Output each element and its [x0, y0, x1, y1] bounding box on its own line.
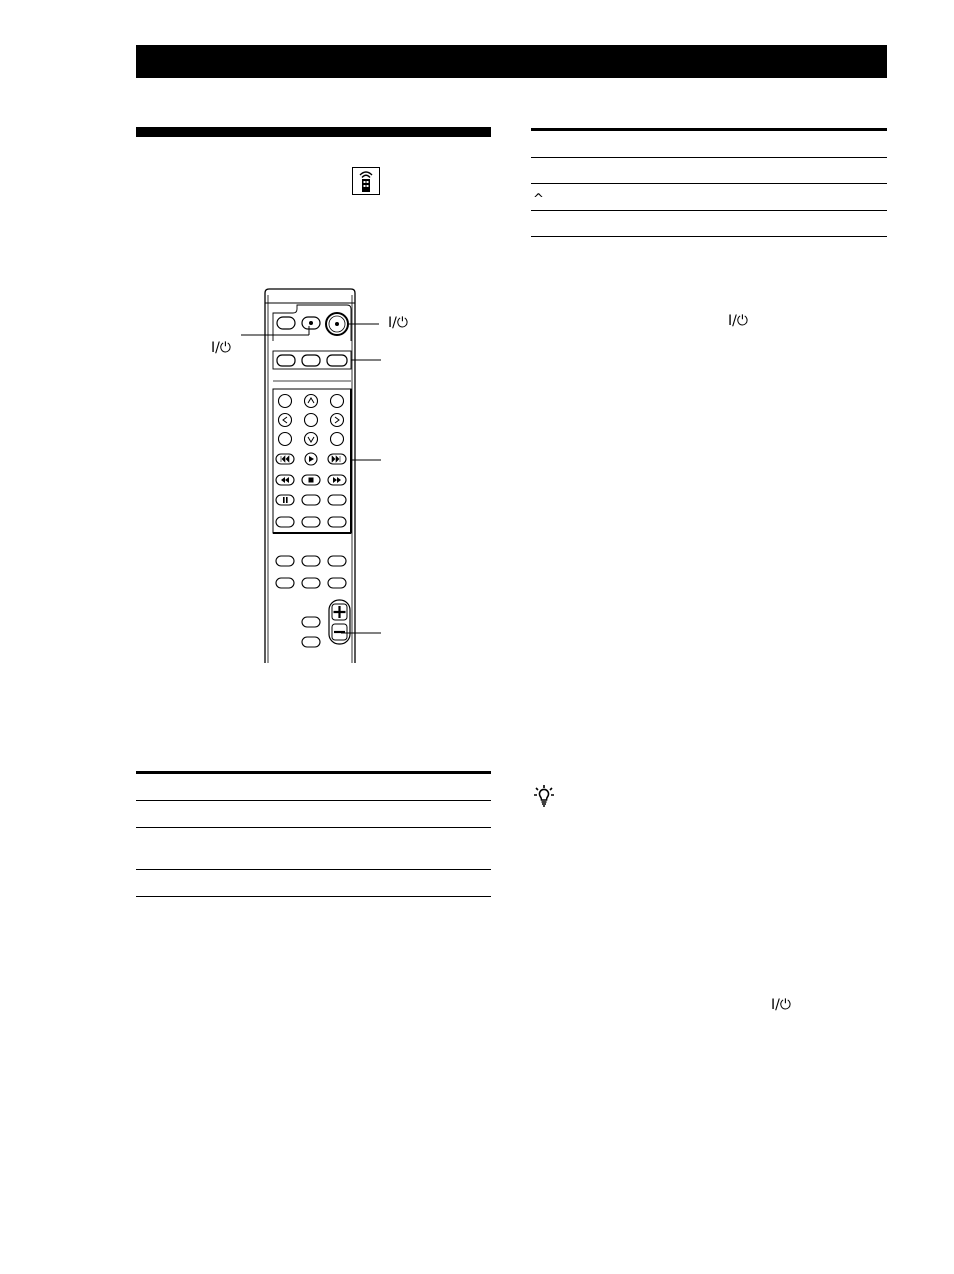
- power-symbol-bottom: I/⏻: [771, 997, 791, 1013]
- left-table-row-rule-1: [136, 800, 491, 801]
- left-table-bottom-rule: [136, 896, 491, 897]
- right-table-bottom-rule: [531, 236, 887, 237]
- right-table-row-rule-3: [531, 210, 887, 211]
- right-table-row-rule-2: [531, 183, 887, 184]
- right-table-top-rule: [531, 128, 887, 131]
- left-section-rule: [136, 127, 491, 137]
- left-table-row-rule-3: [136, 869, 491, 870]
- power-symbol-step: I/⏻: [728, 313, 748, 329]
- power-symbol-right: I/⏻: [388, 315, 408, 331]
- left-table-row-rule-2: [136, 827, 491, 828]
- caret-up-symbol: ^: [533, 192, 544, 207]
- remote-control-icon: [352, 167, 380, 195]
- left-table-top-rule: [136, 771, 491, 774]
- remote-control-illustration: [205, 285, 405, 665]
- lightbulb-tip-icon: [532, 784, 556, 808]
- page-header-bar: [136, 45, 887, 78]
- power-symbol-left: I/⏻: [211, 340, 231, 356]
- right-table-row-rule-1: [531, 157, 887, 158]
